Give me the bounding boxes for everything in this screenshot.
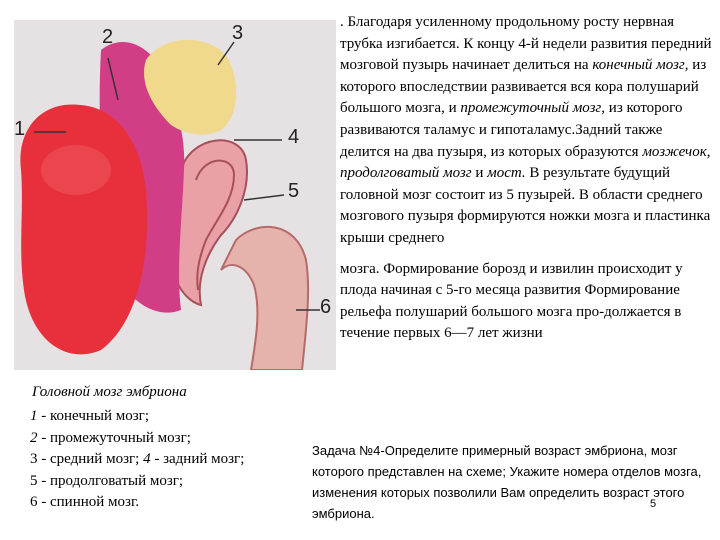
embryo-brain-figure bbox=[6, 20, 336, 370]
legend-item: 3 - средний мозг; 4 - задний мозг; bbox=[30, 451, 245, 467]
main-text-part-c: из которого развиваются таламус и гипоталамус.Задний также делится на два пузыря, из которых образуются bbox=[340, 100, 683, 160]
figure-label-2: 2 bbox=[102, 26, 114, 48]
main-text-block bbox=[340, 12, 712, 345]
figure-label-4: 4 bbox=[288, 126, 300, 148]
page-number: 5 bbox=[650, 498, 657, 510]
figure-label-1: 1 bbox=[14, 118, 26, 140]
term-diencephalon: промежуточный мозг, bbox=[460, 100, 606, 117]
main-text-part-a: . Благодаря усиленному продольному росту нервная трубка изгибается. К концу 4-й недели развития передний мозговой пузырь начинает делиться на bbox=[340, 14, 712, 74]
legend-item: 5 - продолговатый мозг; bbox=[30, 472, 184, 489]
main-text-part-e: В результате будущий головной мозг состоит из 5 пузырей. В области среднего мозгового пузыря формируются ножки мозга и пластинка крыши среднего bbox=[340, 165, 711, 246]
figure-label-3: 3 bbox=[232, 22, 244, 44]
main-paragraph-2: мозга. Формирование борозд и извилин происходит у плода начиная с 5-го месяца развития Формирование рельефа полушарий большого мозга про-должается в течение первых 6—7 лет жизни bbox=[340, 260, 683, 342]
legend-item: 2 - промежуточный мозг; bbox=[30, 429, 191, 446]
figure-legend bbox=[30, 406, 244, 514]
legend-item: 6 - спинной мозг. bbox=[30, 494, 140, 510]
term-pons: мост. bbox=[487, 165, 526, 182]
telencephalon-highlight bbox=[41, 145, 111, 195]
figure-label-5: 5 bbox=[288, 180, 300, 202]
main-text-part-d: и bbox=[471, 165, 488, 182]
legend-item: 1 - конечный мозг; bbox=[30, 408, 149, 424]
main-paragraph-1 bbox=[340, 12, 712, 250]
embryo-brain-illustration bbox=[6, 20, 336, 370]
figure-caption: Головной мозг эмбриона bbox=[32, 384, 187, 400]
term-cerebellum-medulla: мозжечок, продолговатый мозг bbox=[340, 143, 711, 182]
main-text-part-b: из которого впоследствии развивается вся кора полушарий большого мозга, и bbox=[340, 57, 707, 117]
figure-label-6: 6 bbox=[320, 296, 332, 318]
term-telencephalon: конечный мозг, bbox=[592, 57, 689, 74]
task-text: Задача №4-Определите примерный возраст эмбриона, мозг которого представлен на схеме; Укажите номера отделов мозга, изменения которых позволили Вам определить возраст этого эмбриона. bbox=[312, 443, 702, 521]
